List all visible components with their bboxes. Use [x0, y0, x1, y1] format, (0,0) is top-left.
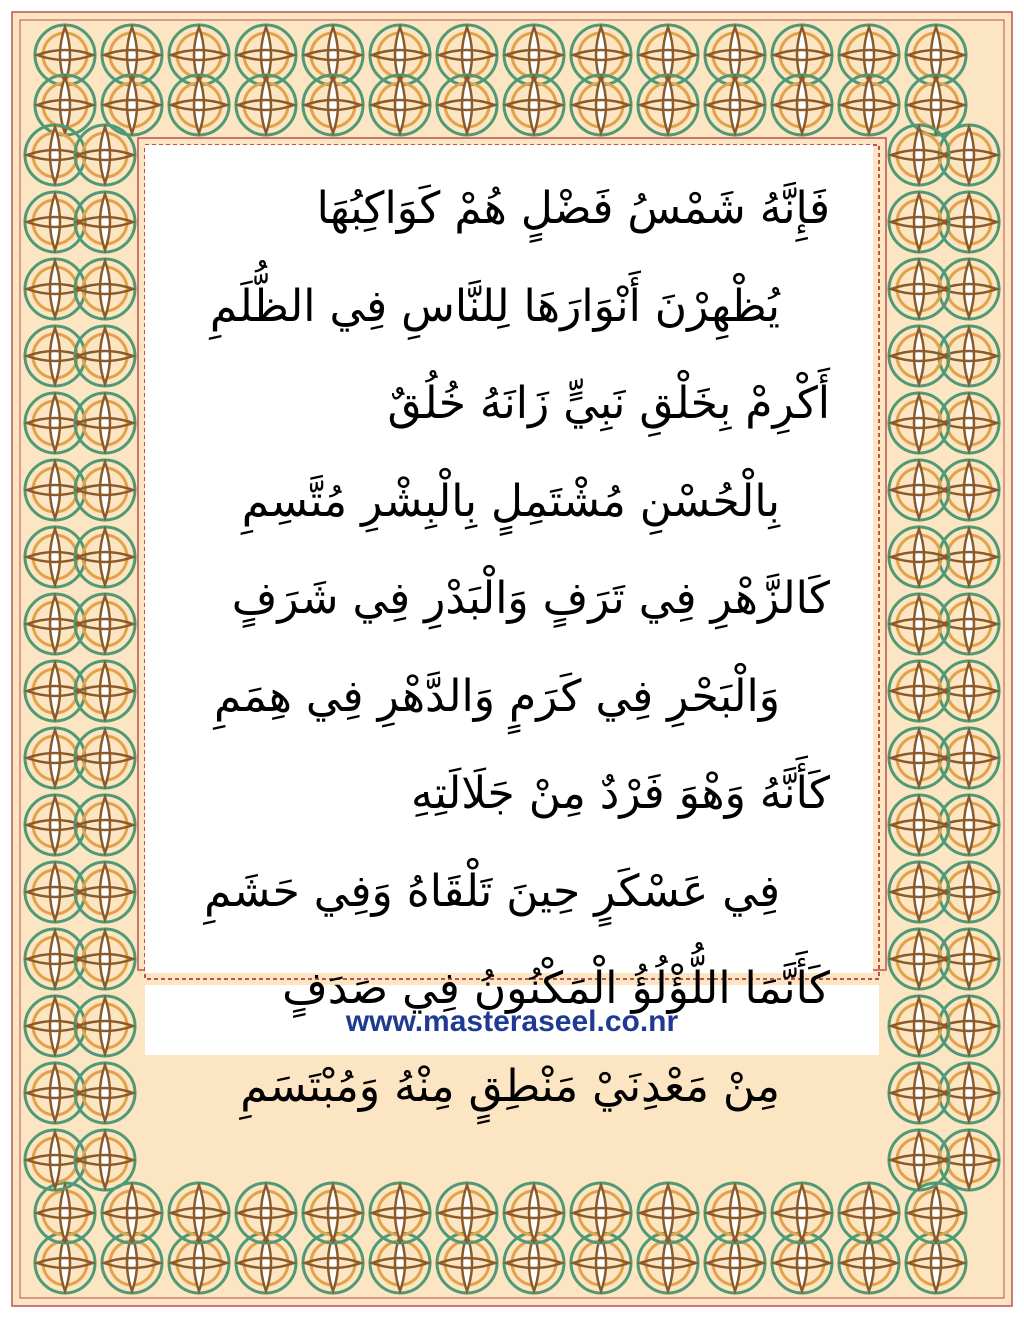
border-motif — [889, 326, 949, 386]
border-motif — [705, 75, 765, 135]
border-motif — [75, 862, 135, 922]
verse-line-10: مِنْ مَعْدِنَيْ مَنْطِقٍ مِنْهُ وَمُبْتَسَمِ — [240, 1060, 780, 1112]
border-motif — [303, 1183, 363, 1243]
border-motif — [571, 75, 631, 135]
border-motif — [839, 1183, 899, 1243]
border-motif — [889, 862, 949, 922]
border-motif — [504, 75, 564, 135]
border-motif — [638, 1183, 698, 1243]
border-motif — [75, 728, 135, 788]
border-motif — [889, 795, 949, 855]
verse-line-8: فِي عَسْكَرٍ حِينَ تَلْقَاهُ وَفِي حَشَمِ — [204, 865, 780, 917]
verse-line-4: بِالْحُسْنِ مُشْتَمِلٍ بِالْبِشْرِ مُتَّسِمِ — [241, 475, 780, 527]
border-motif — [303, 75, 363, 135]
border-motif — [169, 1183, 229, 1243]
border-motif — [889, 192, 949, 252]
border-motif — [75, 1130, 135, 1190]
border-motif — [889, 929, 949, 989]
border-motif — [370, 75, 430, 135]
verse-line-1: فَإِنَّهُ شَمْسُ فَضْلٍ هُمْ كَوَاكِبُهَا — [316, 183, 830, 234]
border-motif — [504, 1183, 564, 1243]
border-motif — [638, 75, 698, 135]
poem — [150, 160, 830, 1135]
border-motif — [102, 1183, 162, 1243]
border-motif — [236, 75, 296, 135]
border-motif — [705, 1183, 765, 1243]
border-motif — [75, 192, 135, 252]
border-motif — [889, 460, 949, 520]
border-motif — [437, 75, 497, 135]
border-motif — [75, 527, 135, 587]
border-motif — [889, 728, 949, 788]
border-motif — [75, 259, 135, 319]
border-motif — [889, 393, 949, 453]
border-motif — [370, 1183, 430, 1243]
border-motif — [889, 594, 949, 654]
border-motif — [889, 125, 949, 185]
border-motif — [75, 795, 135, 855]
verse-line-5: كَالزَّهْرِ فِي تَرَفٍ وَالْبَدْرِ فِي شَرَفٍ — [231, 573, 830, 624]
border-motif — [236, 1183, 296, 1243]
border-motif — [75, 661, 135, 721]
border-motif — [889, 527, 949, 587]
verse-line-6: وَالْبَحْرِ فِي كَرَمٍ وَالدَّهْرِ فِي هِمَمِ — [213, 670, 780, 722]
border-motif — [772, 1183, 832, 1243]
border-motif — [889, 1130, 949, 1190]
verse-line-7: كَأَنَّهُ وَهْوَ فَرْدٌ مِنْ جَلَالَتِهِ — [410, 768, 830, 819]
border-motif — [35, 1183, 95, 1243]
border-motif — [75, 460, 135, 520]
border-motif — [437, 1183, 497, 1243]
border-motif — [169, 75, 229, 135]
border-motif — [75, 929, 135, 989]
border-motif — [75, 594, 135, 654]
border-motif — [889, 1063, 949, 1123]
border-motif — [75, 326, 135, 386]
border-motif — [839, 75, 899, 135]
verse-line-9: كَأَنَّمَا اللُّؤْلُؤُ الْمَكْنُونُ فِي صَدَفٍ — [282, 963, 830, 1014]
border-motif — [889, 259, 949, 319]
border-motif — [772, 75, 832, 135]
border-motif — [889, 661, 949, 721]
verse-line-2: يُظْهِرْنَ أَنْوَارَهَا لِلنَّاسِ فِي الظُّلَمِ — [209, 280, 780, 332]
border-motif — [75, 125, 135, 185]
border-motif — [906, 1183, 966, 1243]
border-motif — [571, 1183, 631, 1243]
border-motif — [75, 393, 135, 453]
website-url[interactable]: www.masteraseel.co.nr — [345, 1005, 679, 1038]
verse-line-3: أَكْرِمْ بِخَلْقِ نَبِيٍّ زَانَهُ خُلُقٌ — [387, 378, 830, 429]
border-motif — [75, 1063, 135, 1123]
